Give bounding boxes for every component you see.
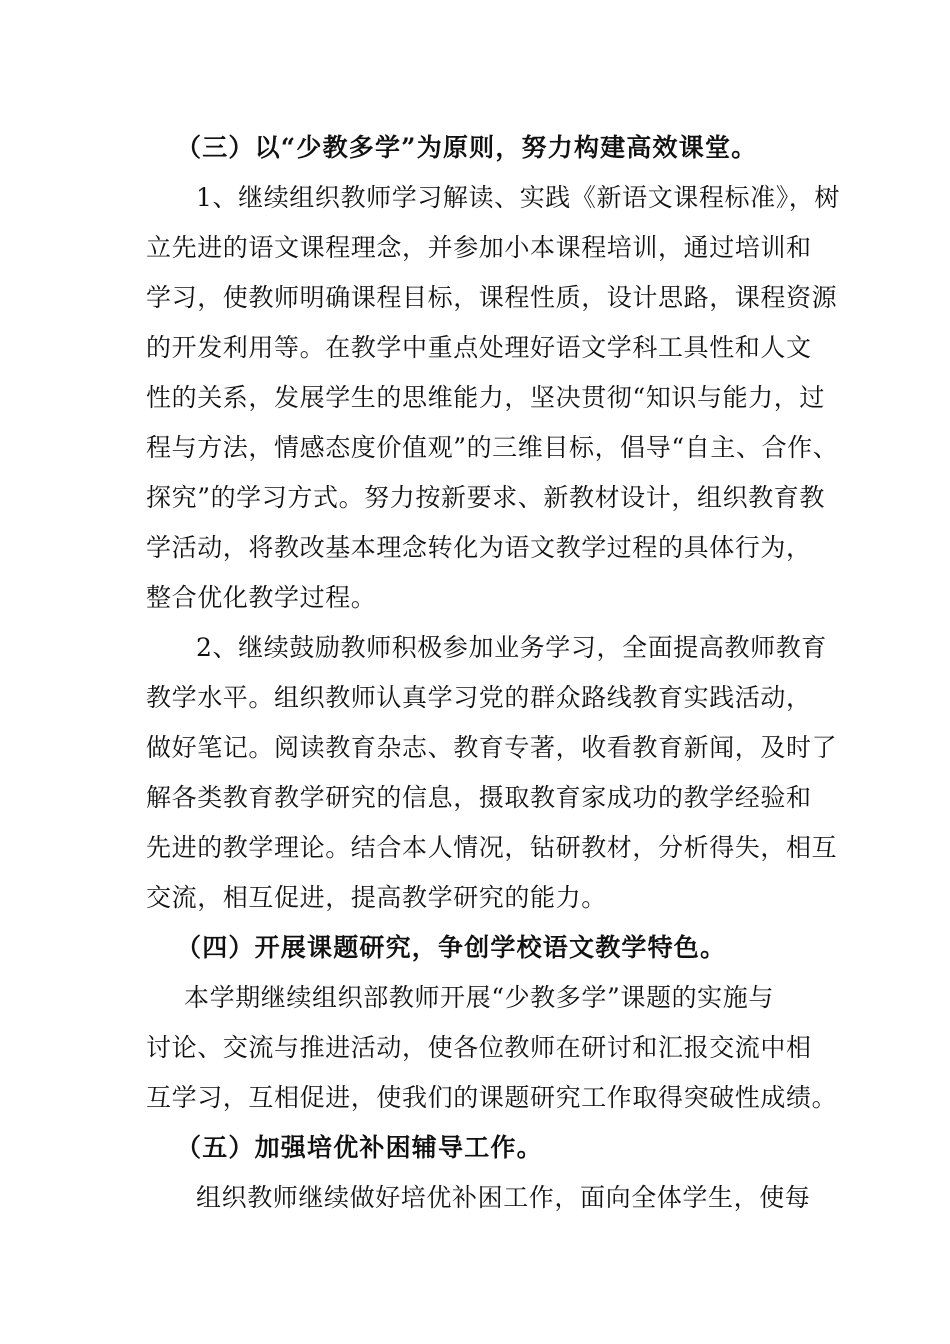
paragraph-line: 2、继续鼓励教师积极参加业务学习，全面提高教师教育 bbox=[196, 633, 827, 662]
paragraph-line: 解各类教育教学研究的信息，摄取教育家成功的教学经验和 bbox=[146, 783, 812, 812]
section-heading-5: （五）加强培优补困辅导工作。 bbox=[176, 1133, 543, 1162]
paragraph-line: 交流，相互促进，提高教学研究的能力。 bbox=[146, 883, 607, 912]
paragraph-line: 性的关系，发展学生的思维能力，坚决贯彻“知识与能力，过 bbox=[146, 383, 825, 412]
paragraph-line: 讨论、交流与推进活动，使各位教师在研讨和汇报交流中相 bbox=[146, 1033, 812, 1062]
paragraph-line: 组织教师继续做好培优补困工作，面向全体学生，使每 bbox=[196, 1183, 811, 1212]
paragraph-line: 互学习，互相促进，使我们的课题研究工作取得突破性成绩。 bbox=[146, 1083, 838, 1112]
paragraph-line: 立先进的语文课程理念，并参加小本课程培训，通过培训和 bbox=[146, 233, 812, 262]
paragraph-line: 整合优化教学过程。 bbox=[146, 583, 377, 612]
paragraph-line: 1、继续组织教师学习解读、实践《新语文课程标准》，树 bbox=[196, 183, 841, 212]
paragraph-line: 做好笔记。阅读教育杂志、教育专著，收看教育新闻，及时了 bbox=[146, 733, 838, 762]
paragraph-line: 学活动，将教改基本理念转化为语文教学过程的具体行为， bbox=[146, 533, 812, 562]
paragraph-line: 学习，使教师明确课程目标，课程性质，设计思路，课程资源 bbox=[146, 283, 838, 312]
paragraph-line: 本学期继续组织部教师开展“少教多学”课题的实施与 bbox=[184, 983, 774, 1012]
paragraph-line: 教学水平。组织教师认真学习党的群众路线教育实践活动， bbox=[146, 683, 812, 712]
paragraph-line: 程与方法，情感态度价值观”的三维目标，倡导“自主、合作、 bbox=[146, 433, 839, 462]
paragraph-line: 先进的教学理论。结合本人情况，钻研教材，分析得失，相互 bbox=[146, 833, 838, 862]
section-heading-4: （四）开展课题研究，争创学校语文教学特色。 bbox=[176, 933, 727, 962]
paragraph-line: 探究”的学习方式。努力按新要求、新教材设计，组织教育教 bbox=[146, 483, 825, 512]
section-heading-3: （三）以“少教多学”为原则，努力构建高效课堂。 bbox=[176, 133, 758, 162]
paragraph-line: 的开发利用等。在教学中重点处理好语文学科工具性和人文 bbox=[146, 333, 812, 362]
